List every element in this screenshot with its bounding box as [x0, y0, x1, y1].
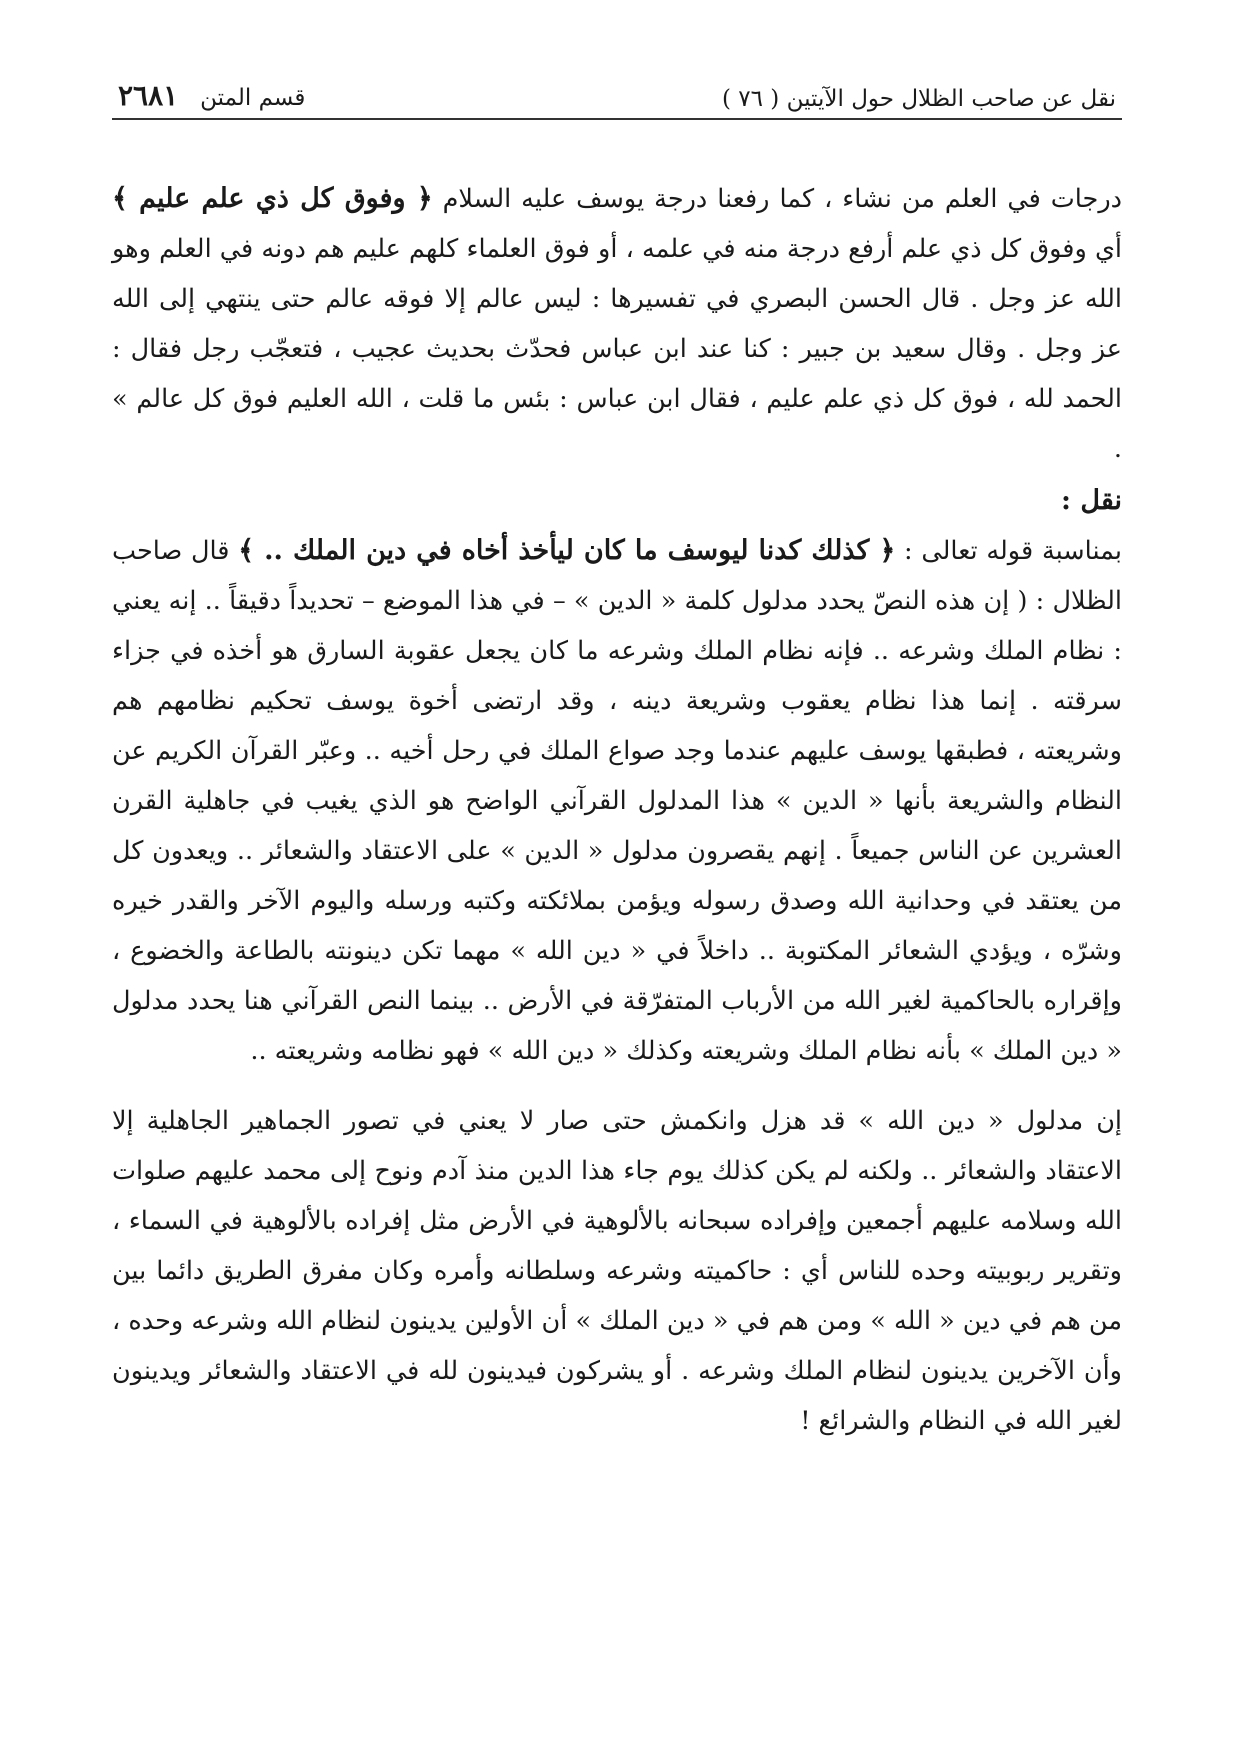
chapter-title: نقل عن صاحب الظلال حول الآيتين ( ٧٦ )	[721, 86, 1116, 112]
paragraph-2-text-a: بمناسبة قوله تعالى :	[895, 536, 1122, 566]
section-label: قسم المتن	[200, 85, 306, 111]
quran-verse-1: ﴿ وفوق كل ذي علم عليم ﴾	[112, 183, 433, 214]
quran-verse-2: ﴿ كذلك كدنا ليوسف ما كان ليأخذ أخاه في دين الملك .. ﴾	[238, 535, 896, 566]
header-left-group	[118, 79, 305, 112]
section-heading: نقل :	[1061, 485, 1122, 516]
paragraph-3: إن مدلول « دين الله » قد هزل وانكمش حتى صار لا يعني في تصور الجماهير الجاهلية إلا الاعتقاد والشعائر .. ولكنه لم يكن كذلك يوم جاء هذا الدين منذ آدم ونوح إلى محمد عليهم صلوات الله وسلامه عليهم أجمعين وإفراده سبحانه بالألوهية في الأرض مثل إفراده بالألوهية في السماء ، وتقرير ربوبيته وحده للناس أي : حاكميته وشرعه وسلطانه وأمره وكان مفرق الطريق دائما بين من هم في دين « الله » ومن هم في « دين الملك » أن الأولين يدينون لنظام الله وشرعه وحده ، وأن الآخرين يدينون لنظام الملك وشرعه . أو يشركون فيدينون لله في الاعتقاد والشعائر ويدينون لغير الله في النظام والشرائع !	[112, 1106, 1122, 1436]
paragraph-1	[112, 174, 1122, 474]
paragraph-2	[112, 526, 1122, 1076]
running-header	[112, 78, 1122, 120]
paragraph-1-text-a: درجات في العلم من نشاء ، كما رفعنا درجة يوسف عليه السلام	[432, 184, 1122, 214]
paragraph-1-text-b: أي وفوق كل ذي علم أرفع درجة منه في علمه ، أو فوق العلماء كلهم عليم هم دونه في العلم وهو الله عز وجل . قال الحسن البصري في تفسيرها : ليس عالم إلا فوقه عالم حتى ينتهي إلى الله عز وجل . وقال سعيد بن جبير : كنا عند ابن عباس فحدّث بحديث عجيب ، فتعجّب رجل فقال : الحمد لله ، فوق كل ذي علم عليم ، فقال ابن عباس : بئس ما قلت ، الله العليم فوق كل عالم » .	[112, 234, 1122, 464]
page-number: ٢٦٨١	[118, 79, 179, 112]
paragraph-2-text-b: قال صاحب الظلال : ( إن هذه النصّ يحدد مدلول كلمة « الدين » – في هذا الموضع – تحديداً دقيقاً .. إنه يعني : نظام الملك وشرعه .. فإنه نظام الملك وشرعه ما كان يجعل عقوبة السارق هو أخذه في جزاء سرقته . إنما هذا نظام يعقوب وشريعة دينه ، وقد ارتضى أخوة يوسف تحكيم نظامهم هم وشريعته ، فطبقها يوسف عليهم عندما وجد صواع الملك في رحل أخيه .. وعبّر القرآن الكريم عن النظام والشريعة بأنها « الدين » هذا المدلول القرآني الواضح هو الذي يغيب في جاهلية القرن العشرين عن الناس جميعاً . إنهم يقصرون مدلول « الدين » على الاعتقاد والشعائر .. ويعدون كل من يعتقد في وحدانية الله وصدق رسوله ويؤمن بملائكته وكتبه ورسله واليوم الآخر والقدر خيره وشرّه ، ويؤدي الشعائر المكتوبة .. داخلاً في « دين الله » مهما تكن دينونته بالطاعة والخضوع ، وإقراره بالحاكمية لغير الله من الأرباب المتفرّقة في الأرض .. بينما النص القرآني هنا يحدد مدلول « دين الملك » بأنه نظام الملك وشريعته وكذلك « دين الله » فهو نظامه وشريعته ..	[112, 536, 1122, 1066]
page-body	[112, 174, 1122, 1446]
